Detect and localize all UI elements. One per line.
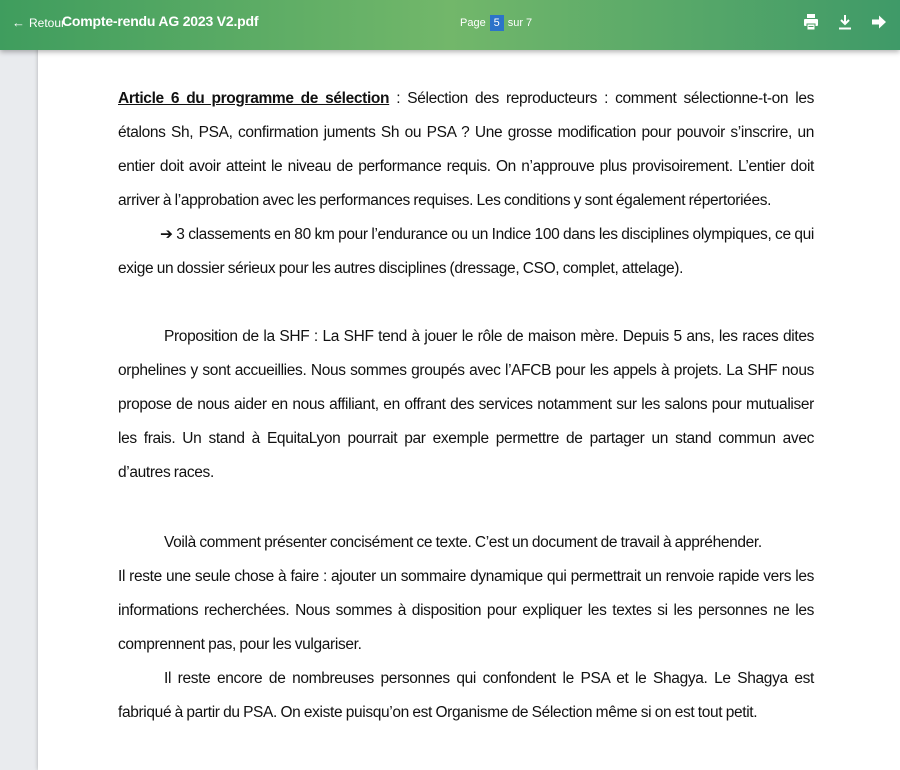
document-title: Compte-rendu AG 2023 V2.pdf xyxy=(62,13,259,29)
toolbar-actions xyxy=(786,13,888,31)
download-icon xyxy=(838,14,852,30)
toc-paragraph: Il reste une seule chose à faire : ajouter un sommaire dynamique qui permettrait un renvoie rapide vers les informations recherchées. Nous sommes à disposition pour expliquer les textes si les personnes ne les comprennent pas, pour les vulgariser. xyxy=(118,568,814,653)
shagya-paragraph: Il reste encore de nombreuses personnes qui confondent le PSA et le Shagya. Le Shagya est fabriqué à partir du PSA. On existe puisqu’on est Organisme de Sélection même si on est tout petit. xyxy=(118,670,814,721)
page-navigator xyxy=(460,15,532,31)
page-number-input[interactable] xyxy=(490,15,504,31)
print-button[interactable] xyxy=(802,13,820,31)
arrow-point xyxy=(118,218,814,286)
back-button[interactable] xyxy=(12,15,65,30)
print-icon xyxy=(804,14,818,30)
next-button[interactable] xyxy=(870,13,888,31)
article-paragraph xyxy=(118,82,814,218)
arrow-left-icon: ← xyxy=(12,15,25,30)
download-button[interactable] xyxy=(836,13,854,31)
article-heading: Article 6 du programme de sélection xyxy=(118,90,390,107)
pdf-page xyxy=(38,40,900,770)
summary-paragraph: Voilà comment présenter concisément ce texte. C’est un document de travail à appréhender. xyxy=(164,534,762,551)
page-label: Page xyxy=(460,17,486,29)
back-label: Retour xyxy=(29,15,66,30)
shf-paragraph: Proposition de la SHF : La SHF tend à jouer le rôle de maison mère. Depuis 5 ans, les races dites orphelines y sont accueillies. Nous sommes groupés avec l’AFCB pour les appels à projets. La SHF nous propose de nous aider en nous affiliant, en offrant des services notamment sur les salons pour mutualiser les frais. Un stand à EquitaLyon pourrait par exemple permettre de partager un stand commun avec d’autres races. xyxy=(118,328,814,481)
page-content xyxy=(118,82,814,730)
page-total-label: sur 7 xyxy=(507,17,533,29)
top-toolbar xyxy=(0,0,900,50)
arrow-bullet-icon: ➔ xyxy=(160,226,177,243)
arrow-point-text: 3 classements en 80 km pour l’endurance ou un Indice 100 dans les disciplines olympiques, ce qui exige un dossier sérieux pour les autres disciplines (dressage, CSO, complet, attelage). xyxy=(118,226,814,277)
arrow-right-icon xyxy=(872,15,886,29)
article-text: : Sélection des reproducteurs : comment sélectionne-t-on les étalons Sh, PSA, confirmation juments Sh ou PSA ? Une grosse modification pour pouvoir s’inscrire, un entier doit avoir atteint le niveau de performance requis. On n’approuve plus provisoirement. L’entier doit arriver à l’approbation avec les performances requises. Les conditions y sont également répertoriées. xyxy=(118,90,814,209)
